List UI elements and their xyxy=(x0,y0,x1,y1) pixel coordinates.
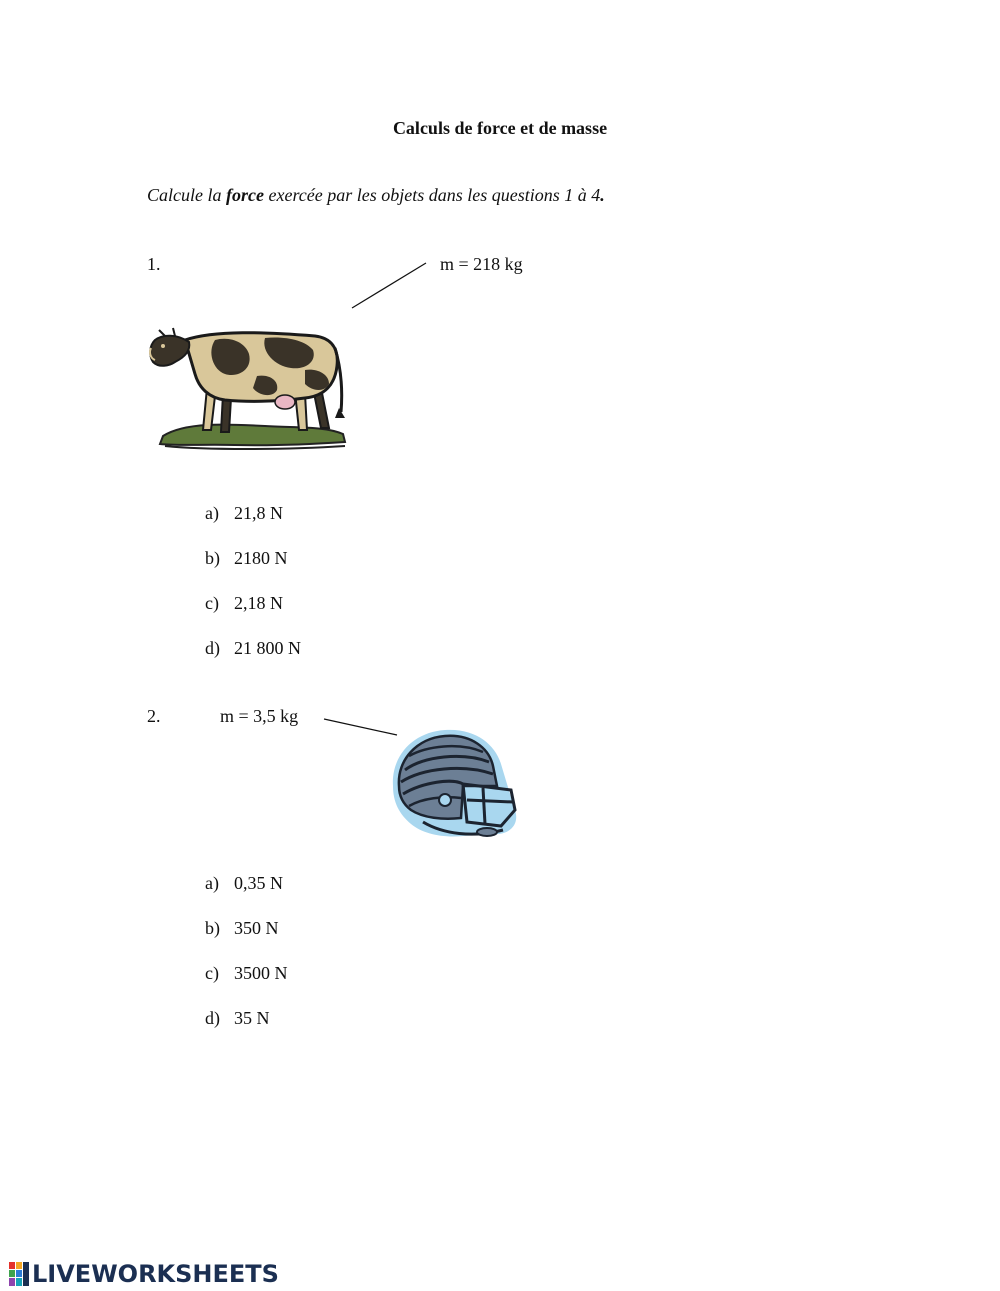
page-title: Calculs de force et de masse xyxy=(392,118,608,138)
liveworksheets-logo-icon xyxy=(8,1261,30,1287)
choice-text: 350 N xyxy=(234,918,279,938)
logo-text: LIVEWORKSHEETS xyxy=(32,1260,279,1288)
instruction-emphasis: force xyxy=(226,185,264,205)
question-1-choice-a xyxy=(205,503,283,524)
choice-letter: a) xyxy=(205,503,219,523)
question-1-choice-c xyxy=(205,593,283,614)
choice-letter: d) xyxy=(205,1008,220,1028)
question-2-choice-c xyxy=(205,963,288,984)
question-1-mass-label: m = 218 kg xyxy=(440,254,523,274)
instruction-text xyxy=(147,185,605,206)
instruction-before: Calcule la xyxy=(147,185,226,205)
question-2-number: 2. xyxy=(147,706,161,726)
question-1-choice-b xyxy=(205,548,288,569)
choice-letter: b) xyxy=(205,548,220,568)
football-helmet-illustration xyxy=(383,726,525,846)
liveworksheets-logo[interactable] xyxy=(8,1260,279,1288)
choice-text: 21 800 N xyxy=(234,638,301,658)
question-1-leader-line xyxy=(352,263,426,308)
question-1-choice-d xyxy=(205,638,301,659)
choice-letter: b) xyxy=(205,918,220,938)
instruction-after: exercée par les objets dans les questions 1 à 4 xyxy=(263,185,601,205)
question-2-choice-a xyxy=(205,873,283,894)
choice-letter: c) xyxy=(205,963,219,983)
choice-letter: a) xyxy=(205,873,219,893)
choice-text: 35 N xyxy=(234,1008,270,1028)
choice-text: 2,18 N xyxy=(234,593,283,613)
choice-text: 21,8 N xyxy=(234,503,283,523)
instruction-end: . xyxy=(600,185,605,205)
choice-text: 3500 N xyxy=(234,963,288,983)
cow-illustration xyxy=(145,318,355,456)
question-1-number: 1. xyxy=(147,254,161,274)
choice-text: 2180 N xyxy=(234,548,288,568)
question-2-mass-label: m = 3,5 kg xyxy=(220,706,299,726)
choice-letter: c) xyxy=(205,593,219,613)
choice-letter: d) xyxy=(205,638,220,658)
choice-text: 0,35 N xyxy=(234,873,283,893)
question-2-choice-b xyxy=(205,918,279,939)
question-2-choice-d xyxy=(205,1008,270,1029)
